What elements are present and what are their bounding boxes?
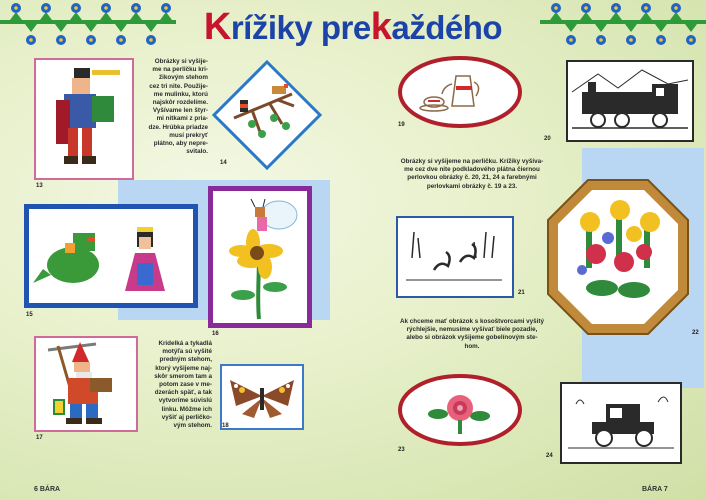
caption-24: 24 bbox=[546, 453, 553, 459]
text-block-butterfly: Kridelká a tykadlá motýľa sú vyšité predným stehom, ktorý vyšijeme naj- skôr smerom tam a potom zase v me- dzerách späť, a tak vytvoríme súvislú linku. Môžme ich vyšiť aj perličko- vým stehom. bbox=[154, 340, 212, 430]
caption-22: 22 bbox=[692, 330, 699, 336]
locomotive-embroidery bbox=[566, 60, 694, 142]
locomotive-figure bbox=[568, 62, 692, 140]
text-block-pearl: Obrázky si vyšijeme na perličku. Krížiky vyšíva- me cez dve nite podkladového plátna čiernou perlovkou obrázky č. 20, 21, 24 a farebnými perlovkami obrázky č. 19 a 23. bbox=[400, 158, 544, 190]
caption-17: 17 bbox=[36, 435, 43, 441]
butterfly-figure bbox=[222, 366, 302, 428]
dwarf-figure bbox=[36, 338, 136, 430]
dwarf-embroidery bbox=[34, 336, 138, 432]
swans-figure bbox=[398, 218, 512, 296]
fairy-flower-embroidery bbox=[208, 186, 312, 328]
caption-23: 23 bbox=[398, 447, 405, 453]
dragon-princess-figure bbox=[29, 209, 193, 303]
fairy-flower-figure bbox=[213, 191, 307, 323]
caption-18: 18 bbox=[222, 423, 229, 429]
teapot-oval bbox=[398, 56, 522, 128]
caption-20: 20 bbox=[544, 136, 551, 142]
bouquet-octagon bbox=[546, 178, 690, 336]
old-car-embroidery bbox=[560, 382, 682, 464]
butterfly-embroidery bbox=[220, 364, 304, 430]
wizard-figure bbox=[36, 60, 132, 178]
caption-13: 13 bbox=[36, 183, 43, 189]
birds-diamond bbox=[212, 60, 322, 170]
caption-14: 14 bbox=[220, 160, 227, 166]
dragon-princess-embroidery bbox=[24, 204, 198, 308]
rose-embroidery bbox=[398, 374, 522, 446]
caption-21: 21 bbox=[518, 290, 525, 296]
swans-embroidery bbox=[396, 216, 514, 298]
caption-19: 19 bbox=[398, 122, 405, 128]
footer-right: BÁRA 7 bbox=[642, 486, 668, 493]
text-block-rhombus: Ak chceme mať obrázok s kosoštvorcami vyšitý rýchlejšie, nemusíme vyšívať biele pozadie, alebo si obrázok vyšijeme gobelínovým ste- hom. bbox=[399, 318, 545, 350]
caption-15: 15 bbox=[26, 312, 33, 318]
rose-oval bbox=[398, 374, 522, 446]
teapot-embroidery bbox=[398, 56, 522, 128]
bouquet-embroidery bbox=[546, 178, 690, 336]
old-car-figure bbox=[562, 384, 680, 462]
caption-16: 16 bbox=[212, 331, 219, 337]
wizard-embroidery bbox=[34, 58, 134, 180]
footer-left: 6 BÁRA bbox=[34, 486, 61, 493]
birds-embroidery bbox=[212, 60, 322, 170]
text-block-intro: Obrázky si vyšije- me na perličku kri- žikovým stehom cez tri nite. Použije- me mulinku, ktorú najskôr rozdelíme. Vyšívame len štyr- mi nitkami z pria- dze. Hrúbka priadze musí prekryť plátno, aby nepre- svitalo. bbox=[148, 58, 208, 156]
page-title: Krížiky prekaždého bbox=[203, 6, 503, 48]
